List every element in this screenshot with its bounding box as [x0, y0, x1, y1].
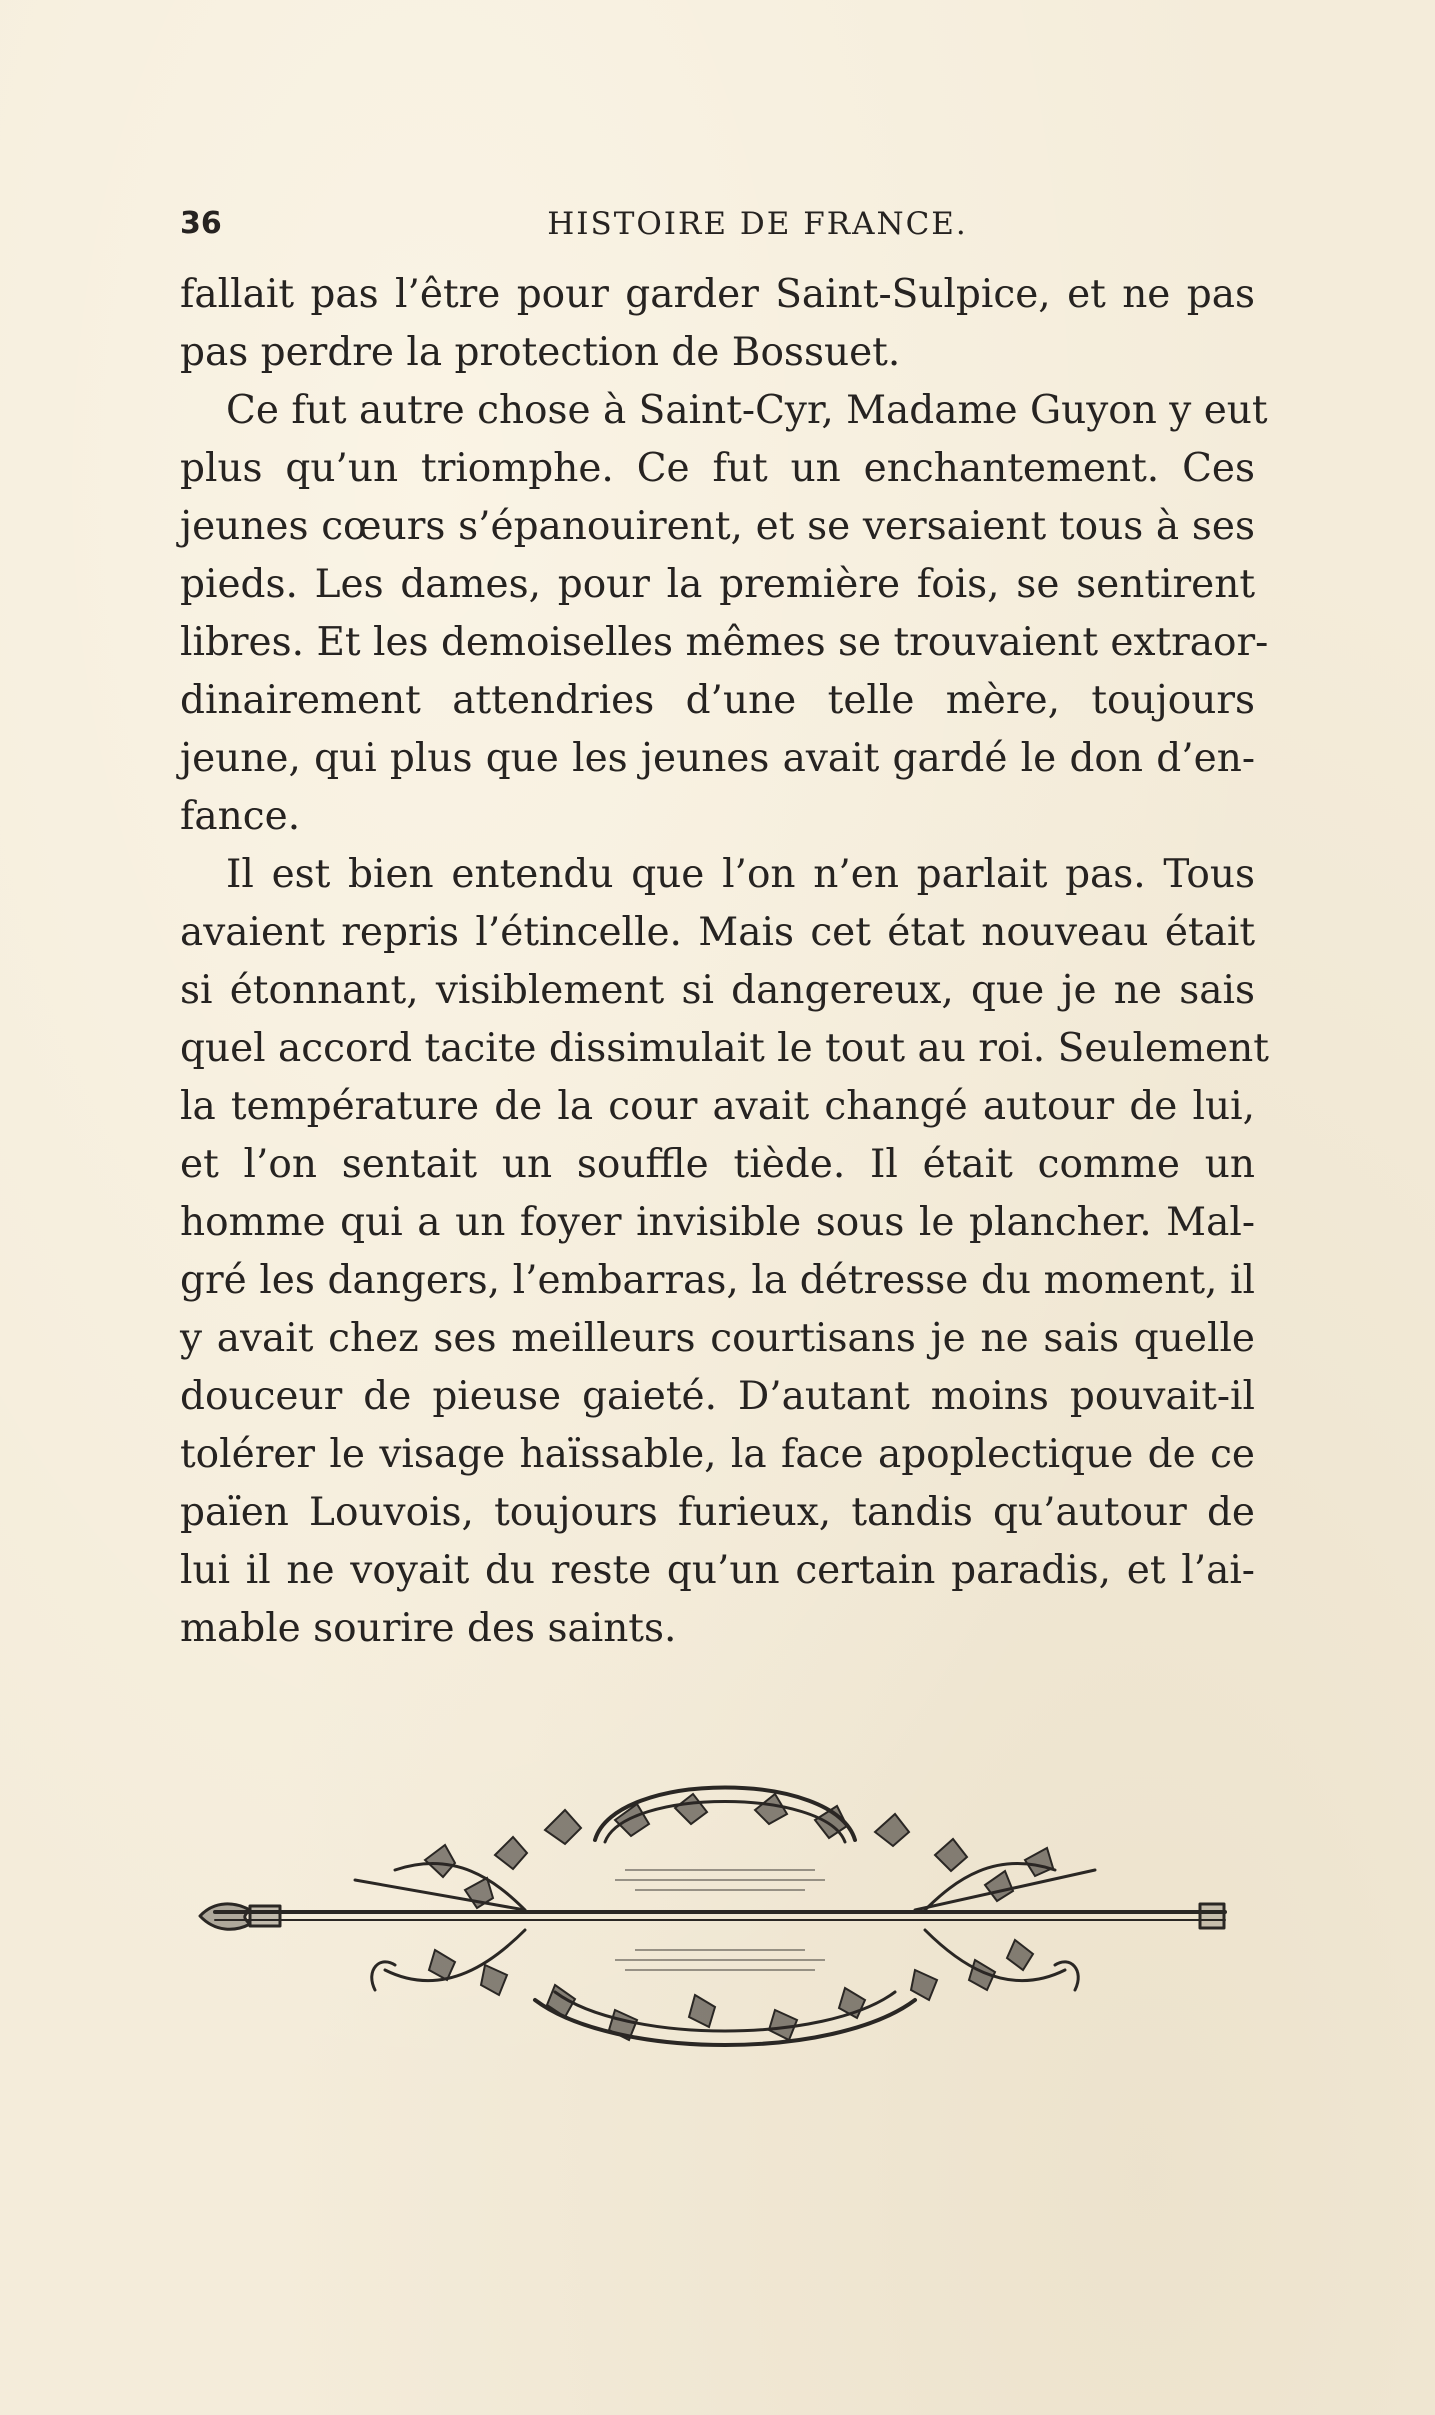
- text-line: païen Louvois, toujours furieux, tandis qu’autour de: [180, 1490, 1255, 1535]
- running-title: HISTOIRE DE FRANCE.: [547, 206, 968, 242]
- text-line: Il est bien entendu que l’on n’en parlait pas. Tous: [226, 852, 1255, 897]
- text-line: mable sourire des saints.: [180, 1606, 677, 1651]
- text-line: la température de la cour avait changé autour de lui,: [180, 1084, 1255, 1129]
- paragraph-3: [180, 846, 1269, 1658]
- page-number: 36: [180, 206, 222, 241]
- text-line: homme qui a un foyer invisible sous le plancher. Mal-: [180, 1200, 1255, 1245]
- text-line: lui il ne voyait du reste qu’un certain paradis, et l’ai-: [180, 1548, 1255, 1593]
- engraved-tailpiece-ornament-icon: [195, 1760, 1230, 2070]
- text-line: jeune, qui plus que les jeunes avait gardé le don d’en-: [180, 736, 1255, 781]
- text-line: gré les dangers, l’embarras, la détresse du moment, il: [180, 1258, 1255, 1303]
- text-line: fance.: [180, 794, 301, 839]
- text-line: Ce fut autre chose à Saint-Cyr, Madame Guyon y eut: [226, 388, 1268, 433]
- text-line: fallait pas l’être pour garder Saint-Sulpice, et ne pas: [180, 272, 1255, 317]
- text-line: quel accord tacite dissimulait le tout au roi. Seulement: [180, 1026, 1269, 1071]
- text-line: plus qu’un triomphe. Ce fut un enchantement. Ces: [180, 446, 1255, 491]
- text-line: libres. Et les demoiselles mêmes se trouvaient extraor-: [180, 620, 1269, 665]
- body-text: [180, 266, 1269, 1658]
- text-line: pieds. Les dames, pour la première fois, se sentirent: [180, 562, 1255, 607]
- text-line: et l’on sentait un souffle tiède. Il était comme un: [180, 1142, 1255, 1187]
- text-line: jeunes cœurs s’épanouirent, et se versaient tous à ses: [180, 504, 1255, 549]
- text-line: dinairement attendries d’une telle mère, toujours: [180, 678, 1255, 723]
- text-line: douceur de pieuse gaieté. D’autant moins pouvait-il: [180, 1374, 1255, 1419]
- paragraph-2: [180, 382, 1269, 846]
- running-head: [180, 200, 1255, 248]
- paragraph-1: [180, 266, 1255, 382]
- text-line: avaient repris l’étincelle. Mais cet état nouveau était: [180, 910, 1255, 955]
- text-line: y avait chez ses meilleurs courtisans je ne sais quelle: [180, 1316, 1255, 1361]
- text-line: tolérer le visage haïssable, la face apoplectique de ce: [180, 1432, 1255, 1477]
- text-line: pas perdre la protection de Bossuet.: [180, 330, 901, 375]
- text-line: si étonnant, visiblement si dangereux, que je ne sais: [180, 968, 1255, 1013]
